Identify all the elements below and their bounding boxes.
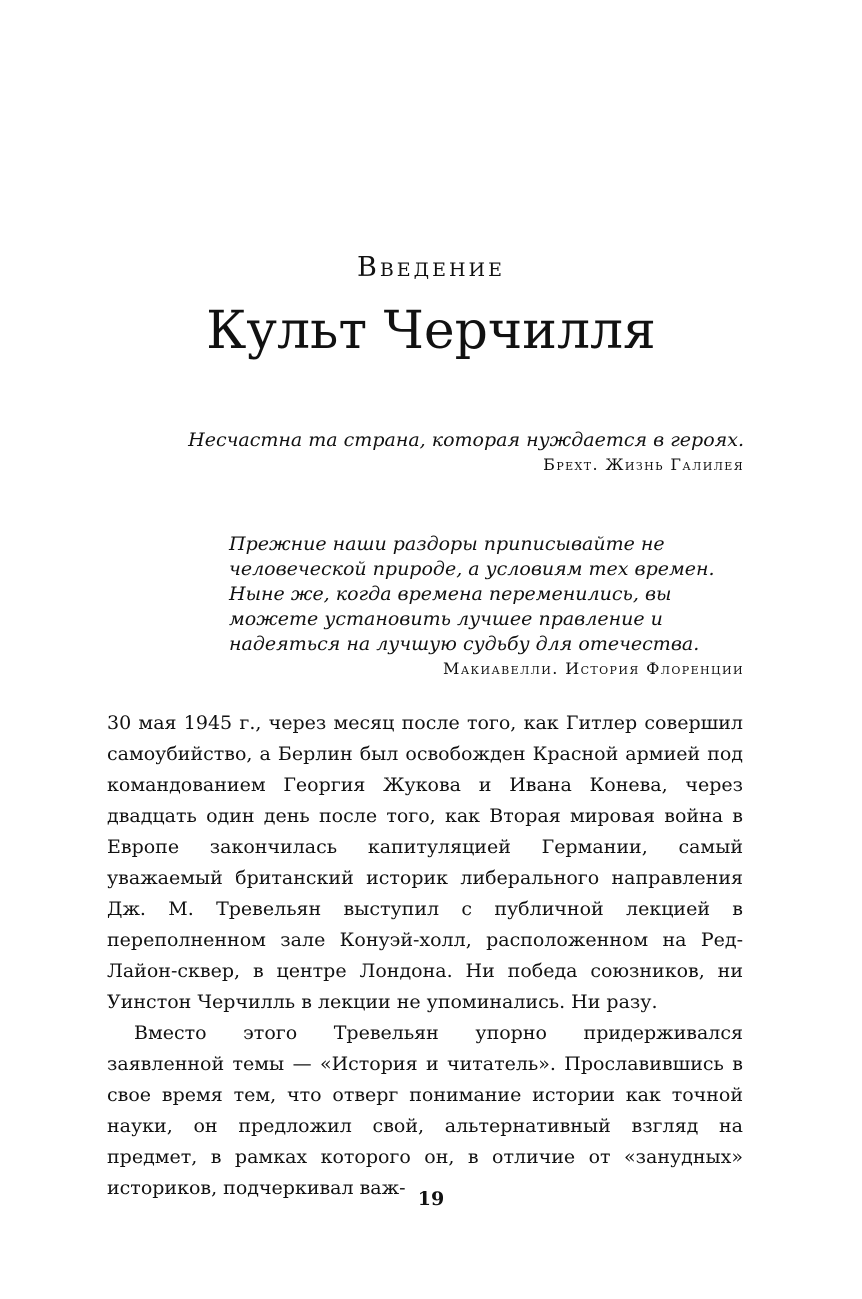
paragraph: Вместо этого Тревельян упорно придерживался заявленной темы — «История и читатель». Прославившись в свое время тем, что отверг понимание истории как точной науки, он предложил свой, альтернативный взгляд на предмет, в рамках которого он, в отличие от «занудных» историков, подчеркивал важ-: [107, 1022, 743, 1199]
epigraph-source: Брехт. Жизнь Галилея: [543, 455, 744, 474]
chapter-kicker: Введение: [357, 252, 505, 283]
page-number: 19: [417, 1188, 445, 1210]
epigraph-machiavelli: [229, 532, 744, 678]
chapter-title: Культ Черчилля: [206, 301, 656, 361]
epigraph-brecht: [184, 428, 744, 474]
epigraph-quote: Несчастна та страна, которая нуждается в героях.: [188, 429, 744, 451]
body-text: [107, 708, 743, 1204]
epigraph-quote: Прежние наши раздоры приписывайте не человеческой природе, а условиям тех времен. Ныне же, когда времена переменились, вы можете установить лучшее правление и надеяться на лучшую судьбу для отечества.: [229, 533, 715, 655]
paragraph: 30 мая 1945 г., через месяц после того, как Гитлер совершил самоубийство, а Берлин был освобожден Красной армией под командованием Георгия Жукова и Ивана Конева, через двадцать один день после того, как Вторая мировая война в Европе закончилась капитуляцией Германии, самый уважаемый британский историк либерального направления Дж. М. Тревельян выступил с публичной лекцией в переполненном зале Конуэй-холл, расположенном на Ред-Лайон-сквер, в центре Лондона. Ни победа союзников, ни Уинстон Черчилль в лекции не упоминались. Ни разу.: [107, 712, 743, 1013]
epigraph-source: Макиавелли. История Флоренции: [443, 659, 744, 678]
